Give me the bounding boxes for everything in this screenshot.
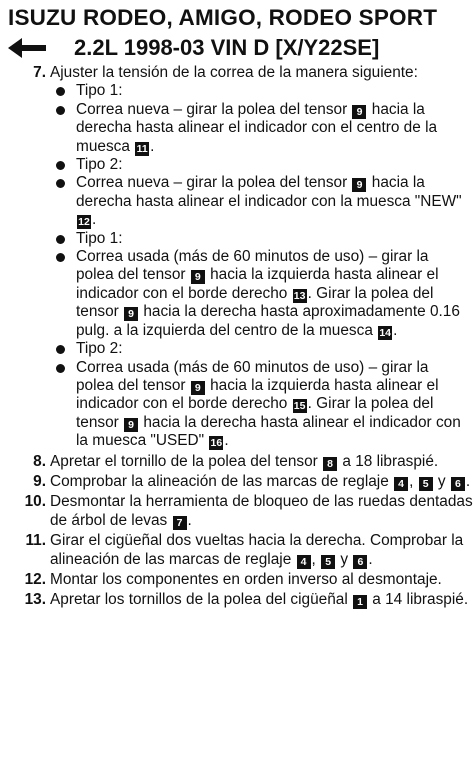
step-number: 12. xyxy=(24,570,46,588)
bullet-item xyxy=(50,174,474,229)
callout-number-badge: 5 xyxy=(419,477,433,491)
bullet-dot-icon xyxy=(56,253,65,262)
step-text xyxy=(50,473,474,491)
step-number: 10. xyxy=(24,493,46,511)
bullet-item xyxy=(50,82,474,100)
text-run: Tipo 1: xyxy=(76,82,123,100)
callout-number-badge: 9 xyxy=(124,418,138,432)
callout-number-badge: 9 xyxy=(191,270,205,284)
procedure-step xyxy=(0,64,474,451)
text-run: Correa usada (más de 60 minutos de uso) – girar la polea del tensor xyxy=(76,358,429,394)
text-run: hacia la derecha hasta alinear el indicador con la muesca "USED" xyxy=(76,413,461,450)
step-text xyxy=(50,493,474,530)
text-run: , xyxy=(409,472,418,490)
text-run: . Girar la polea del tensor xyxy=(76,395,434,431)
procedure-step xyxy=(0,493,474,530)
text-run: . xyxy=(187,511,192,529)
page-title: ISUZU RODEO, AMIGO, RODEO SPORT xyxy=(8,5,438,30)
step-text xyxy=(50,591,474,609)
callout-number-badge: 9 xyxy=(352,105,366,119)
bullet-dot-icon xyxy=(56,345,65,354)
procedure-step xyxy=(0,591,474,609)
text-run: a 14 libraspié. xyxy=(368,591,469,609)
bullet-item xyxy=(50,230,474,248)
callout-number-badge: 4 xyxy=(297,555,311,569)
bullet-dot-icon xyxy=(56,161,65,170)
procedure-step xyxy=(0,571,474,589)
callout-number-badge: 6 xyxy=(451,477,465,491)
step-text xyxy=(50,532,474,569)
callout-number-badge: 8 xyxy=(323,457,337,471)
text-run: . xyxy=(150,137,155,155)
text-run: , xyxy=(311,550,321,568)
text-run: Correa usada (más de 60 minutos de uso) – girar la polea del tensor xyxy=(76,248,429,284)
bullet-dot-icon xyxy=(56,87,65,96)
step-number: 8. xyxy=(33,452,46,470)
subtitle-row xyxy=(8,34,468,64)
text-run: Apretar los tornillos de la polea del cigüeñal xyxy=(50,591,353,609)
procedure-step xyxy=(0,453,474,471)
procedure-step xyxy=(0,532,474,569)
callout-number-badge: 13 xyxy=(293,289,306,302)
left-arrow-icon xyxy=(8,37,46,59)
bullet-dot-icon xyxy=(56,364,65,373)
callout-number-badge: 1 xyxy=(353,595,367,609)
text-run: . xyxy=(393,321,398,339)
text-run: . xyxy=(465,472,471,490)
procedure-steps xyxy=(0,64,474,612)
bullet-item xyxy=(50,101,474,156)
text-run: hacia la derecha hasta aproximadamente 0.16 pulg. a la izquierda del centro de la muesca xyxy=(76,303,460,339)
callout-number-badge: 15 xyxy=(293,400,306,413)
text-run: hacia la izquierda hasta alinear el indicador con el borde derecho xyxy=(76,266,439,302)
bullet-dot-icon xyxy=(56,179,65,188)
callout-number-badge: 16 xyxy=(210,437,223,450)
step-number: 9. xyxy=(33,472,46,490)
bullet-item xyxy=(50,359,474,451)
page-subtitle: 2.2L 1998-03 VIN D [X/Y22SE] xyxy=(74,35,380,60)
text-run: y xyxy=(433,472,450,490)
step-text xyxy=(50,571,474,589)
bullet-dot-icon xyxy=(56,106,65,115)
text-run: . xyxy=(224,432,229,450)
text-run: Tipo 2: xyxy=(76,340,123,358)
bullet-item xyxy=(50,248,474,340)
text-run: hacia la izquierda hasta alinear el indicador con el borde derecho xyxy=(76,376,439,413)
text-run: . xyxy=(368,550,373,568)
step-number: 7. xyxy=(33,64,46,81)
step-number: 11. xyxy=(25,532,46,550)
callout-number-badge: 6 xyxy=(353,555,367,569)
text-run: Desmontar la herramienta de bloqueo de las ruedas dentadas de árbol de levas xyxy=(50,493,473,529)
callout-number-badge: 14 xyxy=(379,326,391,339)
callout-number-badge: 5 xyxy=(321,555,335,569)
text-run: y xyxy=(336,550,353,568)
callout-number-badge: 11 xyxy=(136,142,148,155)
text-run: Girar el cigüeñal dos vueltas hacia la derecha. Comprobar la alineación de las marcas de reglaje xyxy=(50,532,464,568)
text-run: Tipo 2: xyxy=(76,156,123,174)
bullet-item xyxy=(50,340,474,358)
callout-number-badge: 9 xyxy=(352,178,366,192)
callout-number-badge: 12 xyxy=(78,216,90,229)
step-text xyxy=(50,453,474,471)
step-text: Ajuster la tensión de la correa de la manera siguiente: xyxy=(50,64,418,81)
text-run: hacia la derecha hasta alinear el indicador con la muesca "NEW" xyxy=(76,174,462,210)
text-run: a 18 libraspié. xyxy=(338,452,439,470)
text-run: . Girar la polea del tensor xyxy=(76,284,434,321)
text-run: . xyxy=(92,211,97,229)
callout-number-badge: 7 xyxy=(173,516,187,530)
callout-number-badge: 9 xyxy=(191,381,205,395)
bullet-item xyxy=(50,156,474,174)
bullet-dot-icon xyxy=(56,235,65,244)
step-number: 13. xyxy=(24,591,46,609)
text-run: Montar los componentes en orden inverso al desmontaje. xyxy=(50,570,442,588)
text-run: Comprobar la alineación de las marcas de reglaje xyxy=(50,472,394,490)
text-run: Tipo 1: xyxy=(76,229,123,247)
procedure-step xyxy=(0,473,474,491)
text-run: Apretar el tornillo de la polea del tensor xyxy=(50,452,323,470)
text-run: Correa nueva – girar la polea del tensor xyxy=(76,100,352,118)
callout-number-badge: 4 xyxy=(394,477,408,491)
text-run: Correa nueva – girar la polea del tensor xyxy=(76,174,352,192)
callout-number-badge: 9 xyxy=(124,307,138,321)
text-run: hacia la derecha hasta alinear el indicador con el centro de la muesca xyxy=(76,100,438,155)
